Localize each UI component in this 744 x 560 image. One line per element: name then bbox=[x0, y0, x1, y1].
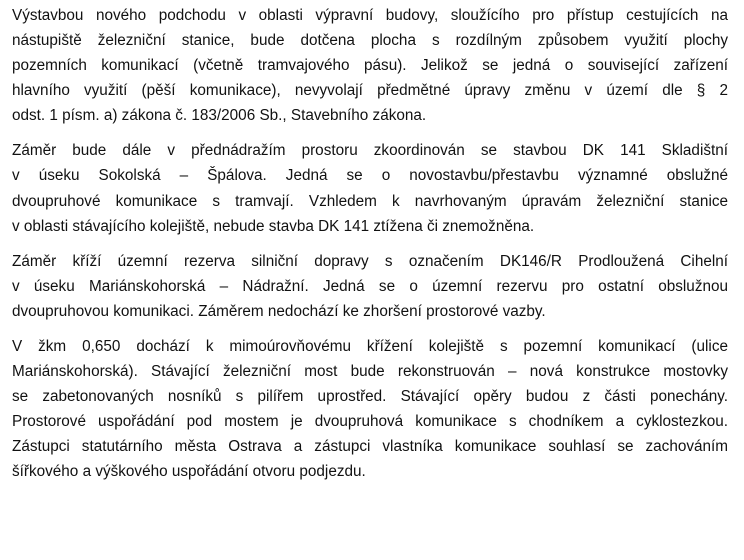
text-line: dvoupruhovou komunikaci. Záměrem nedochází ke zhoršení prostorové vazby. bbox=[12, 302, 546, 320]
text-line: V žkm 0,650 dochází k mimoúrovňovému křížení kolejiště s pozemní komunikací (ulice bbox=[12, 337, 728, 355]
text-line: dvoupruhové komunikace s tramvají. Vzhledem k navrhovaným úpravám železniční stanice bbox=[12, 192, 728, 210]
text-line: Prostorové uspořádání pod mostem je dvoupruhová komunikace s chodníkem a cyklostezkou. bbox=[12, 413, 728, 431]
text-line: hlavního využití (pěší komunikace), nevyvolají předmětné úpravy změnu v území dle § 2 bbox=[12, 82, 728, 100]
text-line: odst. 1 písm. a) zákona č. 183/2006 Sb., Stavebního zákona. bbox=[12, 107, 427, 125]
text-line: Výstavbou nového podchodu v oblasti výpravní budovy, sloužícího pro přístup cestujících na bbox=[12, 7, 728, 24]
text-line: šířkového a výškového uspořádání otvoru podjezdu. bbox=[12, 463, 366, 481]
text-line: se zabetonovaných nosníků s pilířem uprostřed. Stávající opěry budou z části ponechány. bbox=[12, 387, 728, 405]
paragraph-most bbox=[12, 334, 728, 485]
paragraph-podchod bbox=[12, 3, 728, 128]
text-line: nástupiště železniční stanice, bude dotčena plocha s rozdílným způsobem využití plochy bbox=[12, 32, 728, 50]
text-line: Záměr kříží územní rezerva silniční dopravy s označením DK146/R Prodloužená Cihelní bbox=[12, 252, 728, 270]
text-line: Zástupci statutárního města Ostrava a zástupci vlastníka komunikace souhlasí se zachováním bbox=[12, 438, 728, 456]
text-line: v úseku Mariánskohorská – Nádražní. Jedná se o územní rezervu pro ostatní obslužnou bbox=[12, 277, 728, 295]
text-line: v oblasti stávajícího kolejiště, nebude stavba DK 141 ztížena či znemožněna. bbox=[12, 217, 535, 235]
text-line: pozemních komunikací (včetně tramvajového pásu). Jelikož se jedná o související zařízení bbox=[12, 57, 728, 75]
text-line: Mariánskohorská). Stávající železniční most bude rekonstruován – nová konstrukce mostovky bbox=[12, 362, 728, 380]
text-line: Záměr bude dále v přednádražím prostoru zkoordinován se stavbou DK 141 Skladištní bbox=[12, 142, 728, 160]
paragraph-dk146 bbox=[12, 249, 728, 324]
text-line: v úseku Sokolská – Špálova. Jedná se o novostavbu/přestavbu významné obslužné bbox=[12, 167, 728, 185]
paragraph-dk141 bbox=[12, 138, 728, 238]
